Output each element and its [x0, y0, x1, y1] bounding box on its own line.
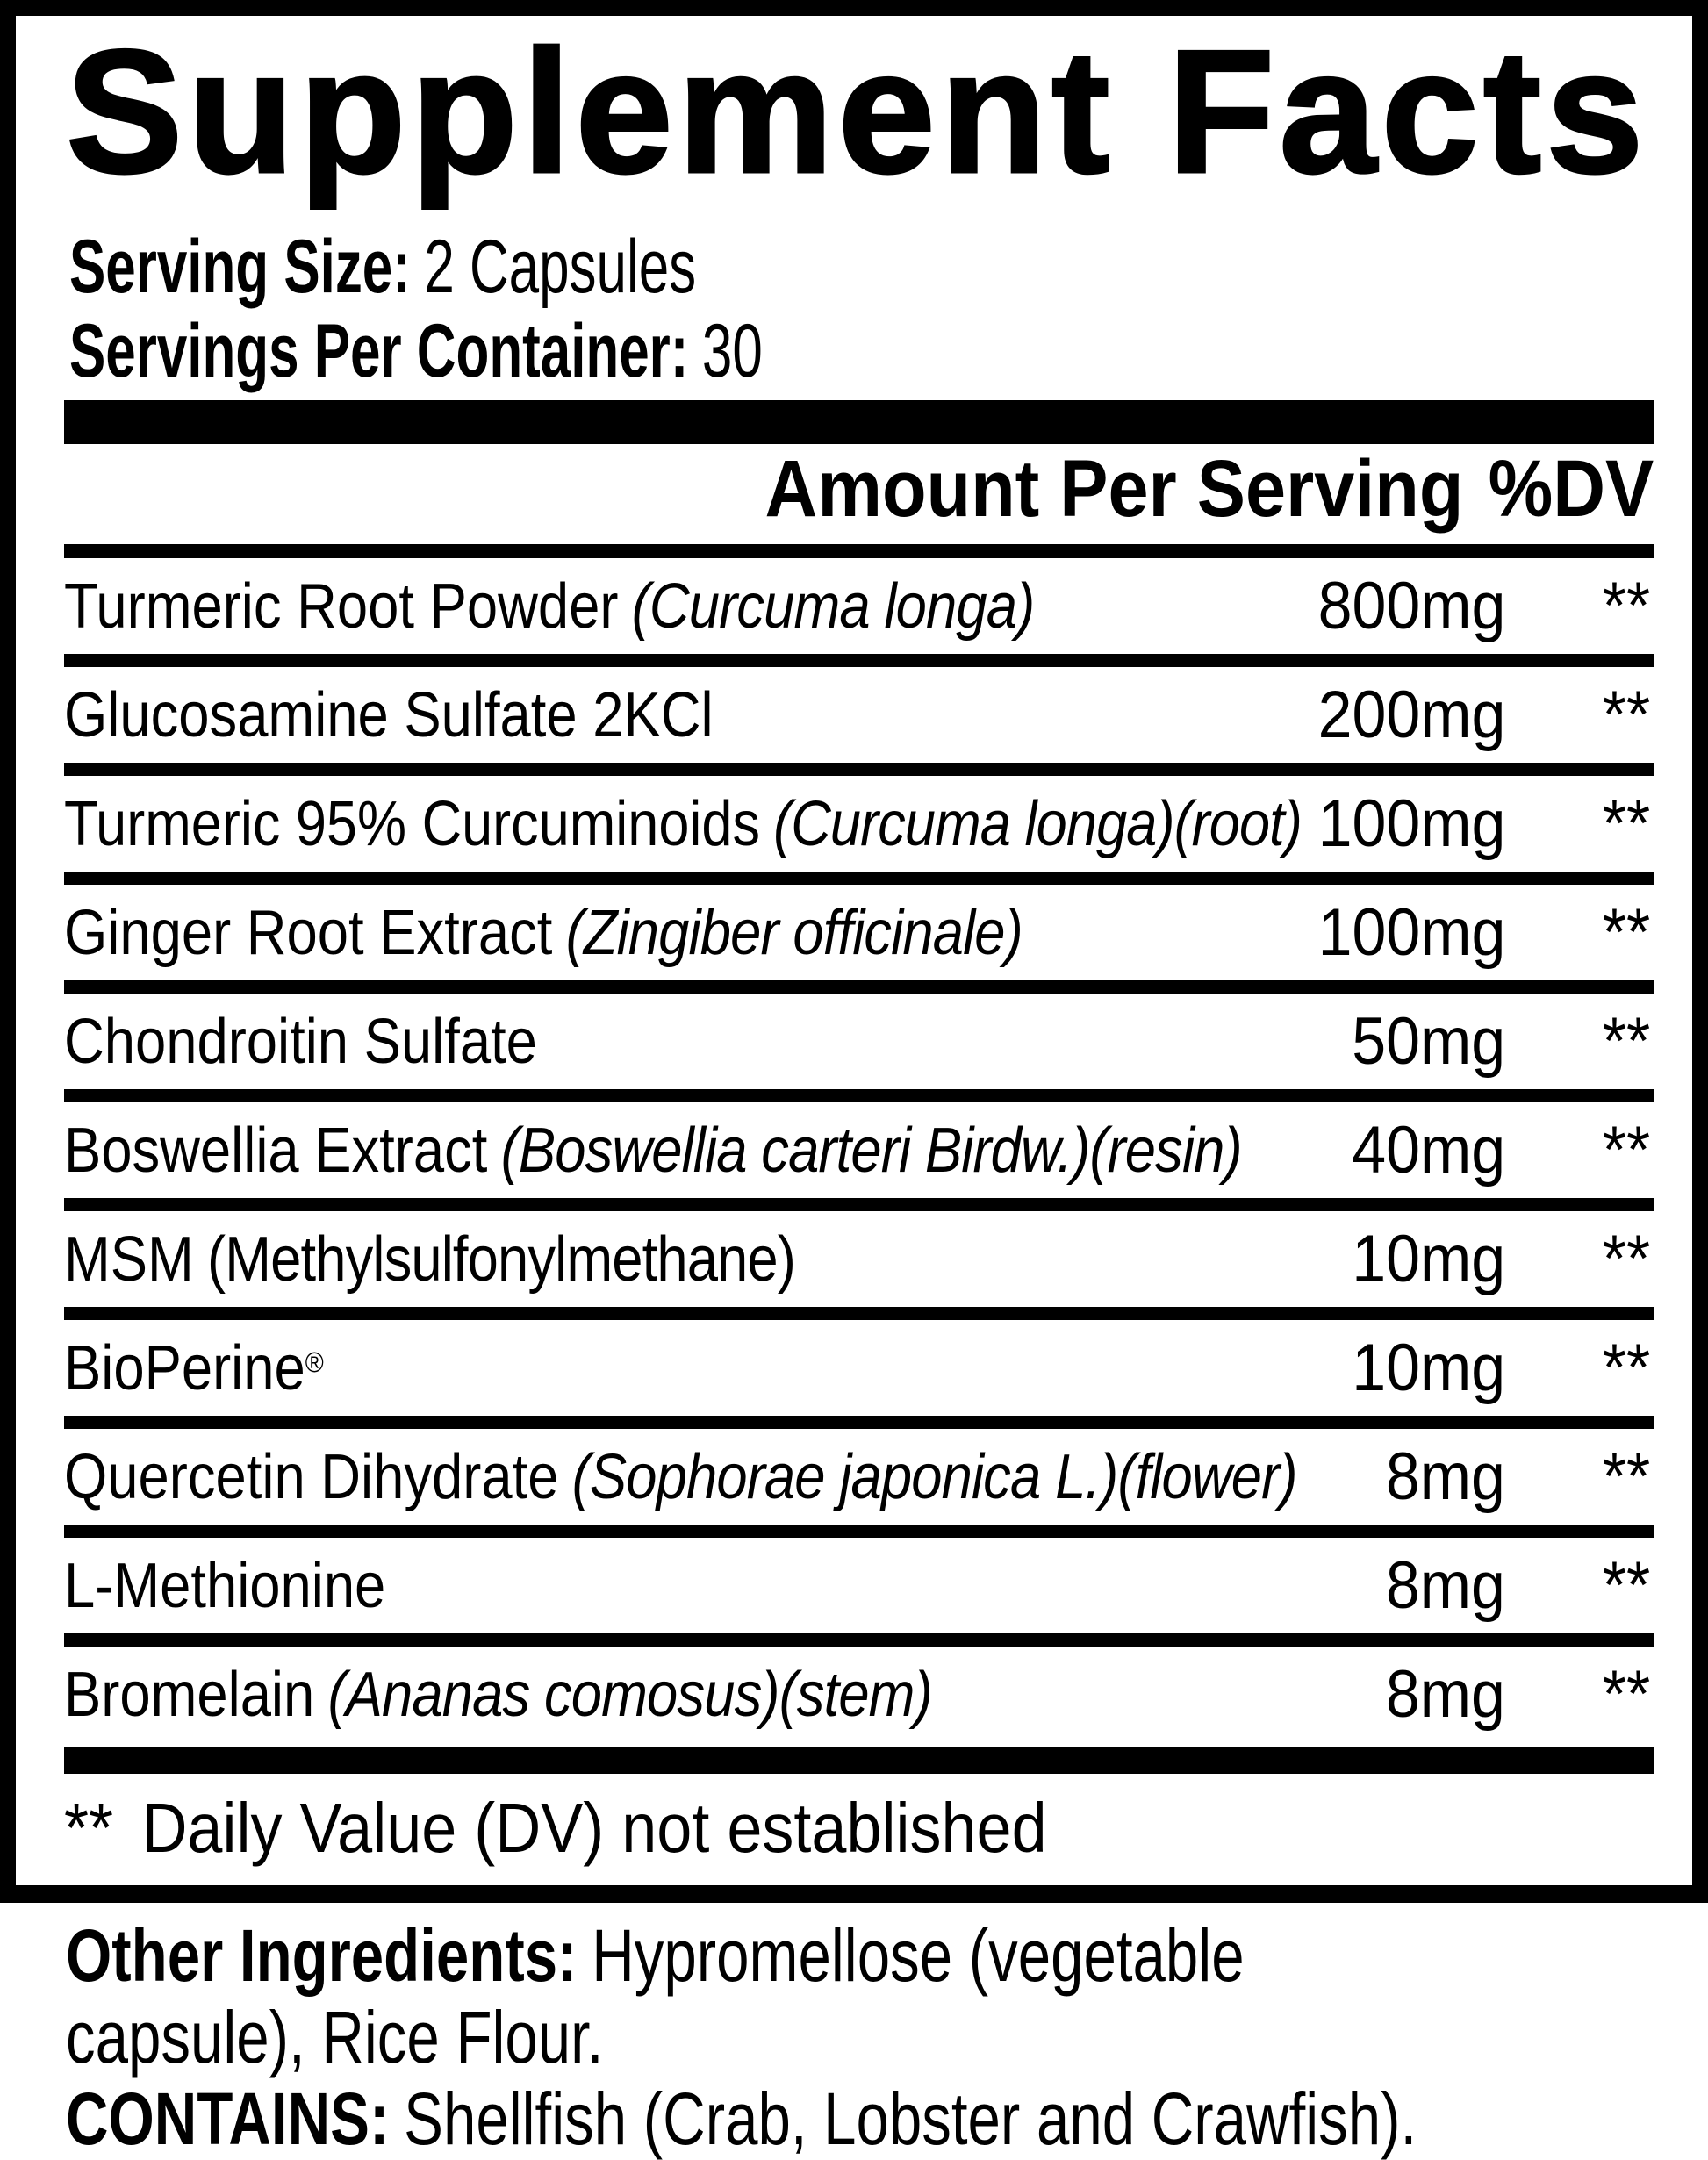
footnote-symbol: **	[64, 1789, 114, 1867]
other-ingredients-label: Other Ingredients:	[66, 1914, 578, 1997]
divider-thick-bottom	[64, 1747, 1654, 1774]
serving-info	[69, 225, 1654, 393]
ingredient-row	[64, 1429, 1654, 1525]
ingredient-dv-cell	[1505, 677, 1654, 753]
ingredient-amount: 100mg	[1317, 786, 1505, 861]
ingredient-row	[64, 994, 1654, 1089]
ingredient-dv: **	[1602, 1657, 1650, 1732]
ingredient-dv-cell	[1505, 786, 1654, 862]
servings-per-container-value: 30	[701, 309, 763, 393]
ingredient-amount-cell	[1312, 1547, 1505, 1624]
serving-size-line	[69, 225, 1654, 309]
ingredient-dv: **	[1602, 1004, 1650, 1079]
ingredient-name: Turmeric Root Powder	[64, 570, 619, 642]
ingredient-name-cell	[64, 1441, 1312, 1513]
row-divider	[64, 763, 1654, 776]
ingredient-amount-cell	[1312, 1003, 1505, 1080]
ingredient-latin-name: (Zingiber officinale)	[565, 897, 1023, 968]
ingredient-amount-cell	[1312, 1439, 1505, 1515]
ingredient-latin-name: (Sophorae japonica L.)(flower)	[571, 1441, 1297, 1512]
ingredient-dv-cell	[1505, 1656, 1654, 1733]
ingredient-name: Ginger Root Extract	[64, 897, 553, 968]
ingredient-amount: 200mg	[1317, 678, 1505, 752]
ingredient-dv: **	[1602, 678, 1650, 752]
footnote-text: Daily Value (DV) not established	[141, 1789, 1047, 1867]
header-underline	[64, 544, 1654, 558]
row-divider	[64, 980, 1654, 994]
contains-statement	[66, 2078, 1672, 2160]
row-divider	[64, 1525, 1654, 1538]
registered-mark: ®	[305, 1346, 324, 1378]
ingredient-name-cell	[64, 1659, 1312, 1731]
below-panel-text	[66, 1915, 1672, 2160]
ingredient-row	[64, 1647, 1654, 1742]
ingredient-row	[64, 885, 1654, 980]
ingredient-dv-cell	[1505, 1547, 1654, 1624]
ingredient-name-cell	[64, 679, 1302, 751]
ingredient-amount: 8mg	[1385, 1657, 1505, 1732]
contains-text: Shellfish (Crab, Lobster and Crawfish).	[404, 2077, 1417, 2160]
ingredient-name: Bromelain	[64, 1659, 315, 1730]
ingredient-amount-cell	[1312, 1330, 1505, 1406]
ingredient-table	[64, 558, 1654, 1742]
ingredient-name: Quercetin Dihydrate	[64, 1441, 559, 1512]
ingredient-amount-cell	[1312, 1221, 1505, 1297]
ingredient-dv: **	[1602, 895, 1650, 970]
ingredient-name-cell	[64, 897, 1302, 969]
row-divider	[64, 1198, 1654, 1211]
servings-per-container-label: Servings Per Container:	[69, 309, 689, 393]
ingredient-row	[64, 558, 1654, 654]
row-divider	[64, 1089, 1654, 1102]
ingredient-name-cell	[64, 570, 1302, 642]
ingredient-dv-cell	[1505, 1112, 1654, 1188]
divider-thick-top	[64, 400, 1654, 444]
ingredient-amount-cell	[1312, 1656, 1505, 1733]
ingredient-row	[64, 1102, 1654, 1198]
row-divider	[64, 1416, 1654, 1429]
ingredient-latin-name: (Curcuma longa)(root)	[773, 788, 1302, 859]
ingredient-amount-cell	[1302, 894, 1505, 971]
ingredient-row	[64, 1320, 1654, 1416]
ingredient-name-cell	[64, 1115, 1312, 1187]
row-divider	[64, 1633, 1654, 1647]
ingredient-row	[64, 1211, 1654, 1307]
ingredient-name-cell	[64, 1224, 1312, 1295]
serving-size-label: Serving Size:	[69, 225, 411, 309]
ingredient-dv: **	[1602, 569, 1650, 643]
ingredient-amount: 10mg	[1352, 1331, 1505, 1405]
ingredient-dv: **	[1602, 1222, 1650, 1296]
ingredient-amount: 50mg	[1352, 1004, 1505, 1079]
servings-per-container-line	[69, 309, 1654, 393]
ingredient-dv: **	[1602, 1113, 1650, 1188]
row-divider	[64, 872, 1654, 885]
ingredient-name-cell	[64, 1006, 1312, 1078]
ingredient-amount-cell	[1302, 786, 1505, 862]
ingredient-amount: 40mg	[1352, 1113, 1505, 1188]
ingredient-parenthetical: (Methylsulfonylmethane)	[207, 1224, 796, 1295]
panel-title: Supplement Facts	[66, 14, 1648, 210]
ingredient-amount: 8mg	[1385, 1548, 1505, 1623]
ingredient-dv: **	[1602, 1548, 1650, 1623]
other-ingredients	[66, 1915, 1672, 2078]
ingredient-dv-cell	[1505, 1330, 1654, 1406]
ingredient-name: MSM	[64, 1224, 194, 1295]
ingredient-name-cell	[64, 1332, 1312, 1404]
ingredient-name-cell	[64, 788, 1302, 860]
ingredient-dv-cell	[1505, 1003, 1654, 1080]
other-ingredients-text: Hypromellose (vegetable capsule), Rice Flour.	[66, 1914, 1245, 2078]
ingredient-name: Boswellia Extract	[64, 1115, 488, 1186]
ingredient-amount: 800mg	[1317, 569, 1505, 643]
footnote	[64, 1774, 1654, 1902]
ingredient-amount: 10mg	[1352, 1222, 1505, 1296]
row-divider	[64, 654, 1654, 667]
ingredient-amount-cell	[1312, 1112, 1505, 1188]
ingredient-amount-cell	[1302, 677, 1505, 753]
ingredient-name: Chondroitin Sulfate	[64, 1006, 537, 1077]
amount-per-serving-header: Amount Per Serving	[764, 444, 1464, 534]
ingredient-name: BioPerine	[64, 1332, 305, 1403]
ingredient-dv: **	[1602, 1439, 1650, 1514]
ingredient-name-cell	[64, 1550, 1312, 1622]
ingredient-name: L-Methionine	[64, 1550, 386, 1621]
ingredient-row	[64, 1538, 1654, 1633]
ingredient-amount: 100mg	[1317, 895, 1505, 970]
ingredient-name: Glucosamine Sulfate 2KCl	[64, 679, 714, 750]
dv-header: %DV	[1488, 444, 1654, 534]
serving-size-value: 2 Capsules	[424, 225, 697, 309]
row-divider	[64, 1307, 1654, 1320]
ingredient-amount-cell	[1302, 568, 1505, 644]
ingredient-dv-cell	[1505, 1439, 1654, 1515]
ingredient-amount: 8mg	[1385, 1439, 1505, 1514]
ingredient-dv-cell	[1505, 894, 1654, 971]
ingredient-dv: **	[1602, 786, 1650, 861]
contains-label: CONTAINS:	[66, 2077, 390, 2160]
ingredient-latin-name: (Ananas comosus)(stem)	[327, 1659, 932, 1730]
ingredient-latin-name: (Curcuma longa)	[631, 570, 1035, 642]
ingredient-dv-cell	[1505, 1221, 1654, 1297]
ingredient-row	[64, 776, 1654, 872]
ingredient-name: Turmeric 95% Curcuminoids	[64, 788, 761, 859]
column-header	[64, 444, 1654, 544]
ingredient-dv-cell	[1505, 568, 1654, 644]
ingredient-latin-name: (Boswellia carteri Birdw.)(resin)	[500, 1115, 1242, 1186]
ingredient-dv: **	[1602, 1331, 1650, 1405]
ingredient-row	[64, 667, 1654, 763]
